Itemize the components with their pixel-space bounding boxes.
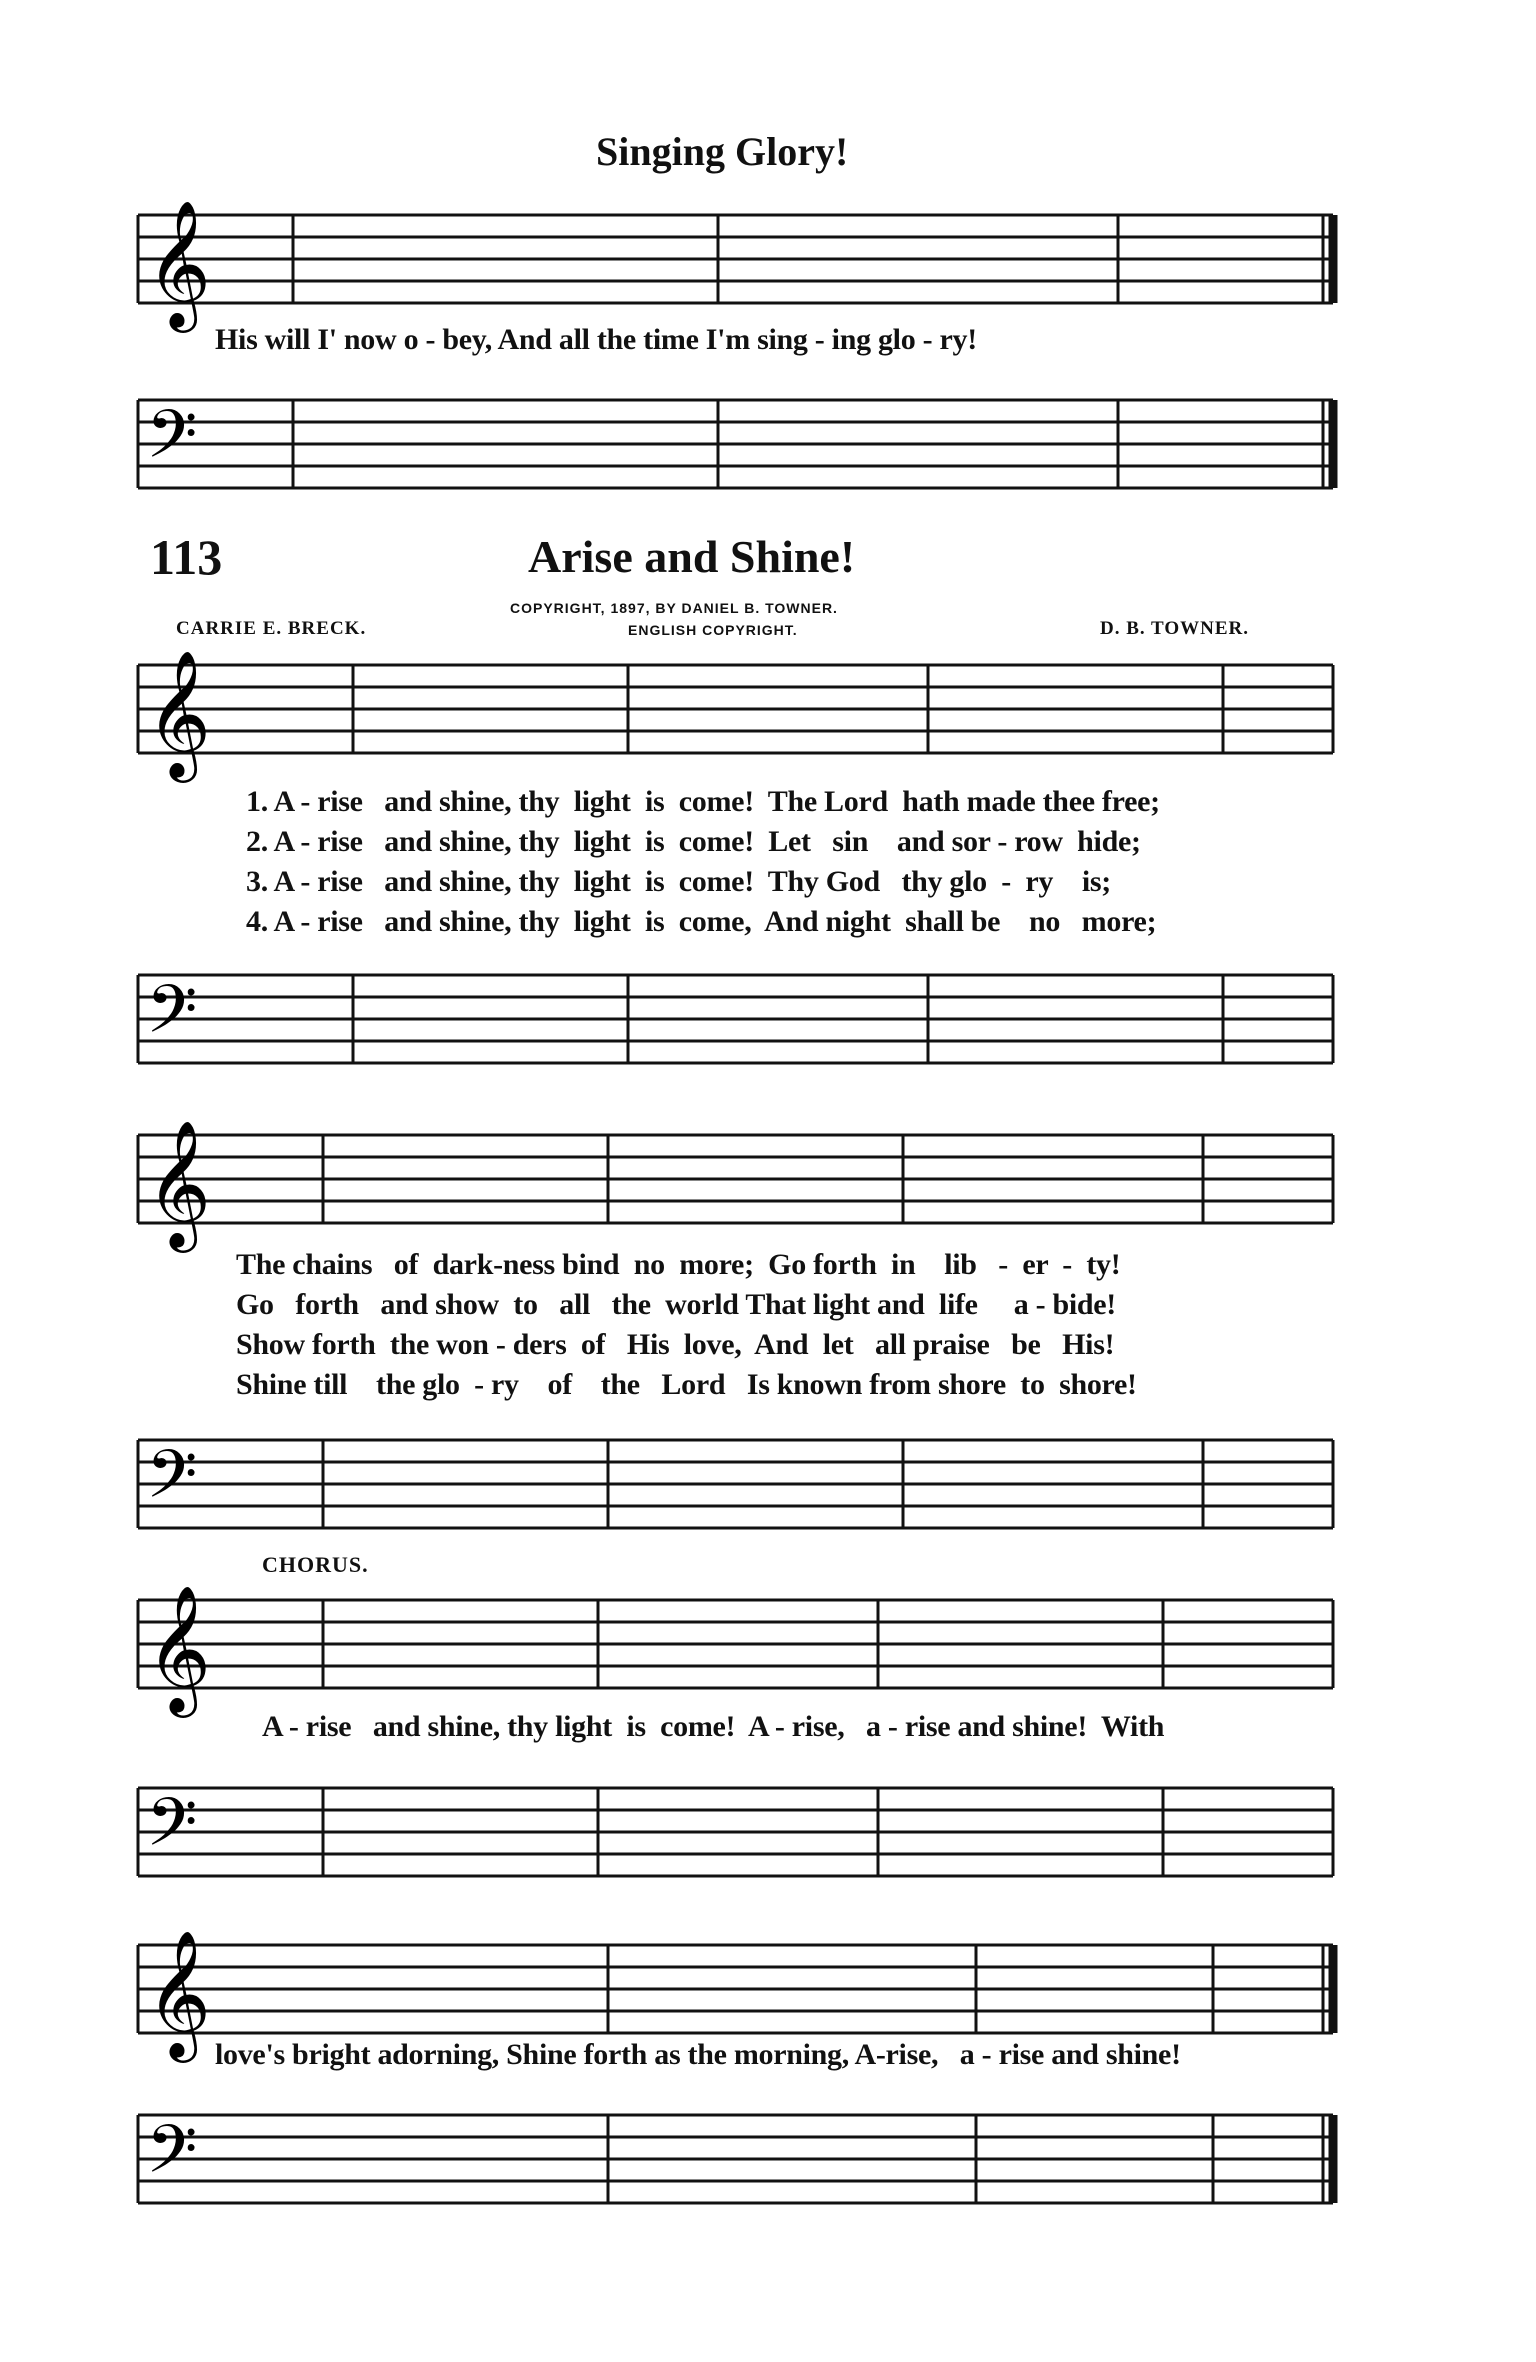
english-copyright: ENGLISH COPYRIGHT.: [628, 622, 798, 638]
treble-staff-3: [138, 1119, 1338, 1247]
hymn-number: 113: [150, 529, 223, 585]
verse-3-line-a: 3. A - rise and shine, thy light is come! Thy God thy glo - ry is;: [246, 865, 1111, 898]
verse-4-line-b: Shine till the glo - ry of the Lord Is known from shore to shore!: [236, 1368, 1137, 1401]
treble-staff-1: [138, 199, 1338, 327]
chorus-line-1: A - rise and shine, thy light is come! A - rise, a - rise and shine! With: [262, 1710, 1165, 1743]
verse-1-line-b: The chains of dark-ness bind no more; Go forth in lib - er - ty!: [236, 1248, 1121, 1281]
verse-2-line-a: 2. A - rise and shine, thy light is come! Let sin and sor - row hide;: [246, 825, 1141, 858]
verse-2-line-b: Go forth and show to all the world That light and life a - bide!: [236, 1288, 1116, 1321]
verse-1-line-a: 1. A - rise and shine, thy light is come! The Lord hath made thee free;: [246, 785, 1160, 818]
song-title-singing-glory: Singing Glory!: [596, 129, 849, 174]
composer-credit: D. B. TOWNER.: [1100, 618, 1250, 639]
chorus-line-2: love's bright adorning, Shine forth as the morning, A-rise, a - rise and shine!: [215, 2038, 1181, 2071]
verse-3-line-b: Show forth the won - ders of His love, And let all praise be His!: [236, 1328, 1115, 1361]
treble-staff-2: [138, 649, 1338, 777]
svg-text:𝄢: 𝄢: [146, 1784, 198, 1877]
treble-staff-4: [138, 1584, 1338, 1712]
svg-text:𝄞: 𝄞: [146, 649, 212, 777]
verse-4-line-a: 4. A - rise and shine, thy light is come, And night shall be no more;: [246, 905, 1157, 938]
treble-staff-5: [138, 1929, 1338, 2057]
singing-glory-lyric: His will I' now o - bey, And all the time I'm sing - ing glo - ry!: [215, 323, 977, 356]
bass-staff-2: [138, 965, 1338, 1085]
hymn-title: Arise and Shine!: [528, 531, 856, 582]
author-credit: CARRIE E. BRECK.: [176, 618, 367, 639]
svg-text:𝄢: 𝄢: [146, 971, 198, 1064]
svg-text:𝄞: 𝄞: [146, 1929, 212, 2057]
svg-text:𝄢: 𝄢: [146, 2111, 198, 2204]
bass-staff-4: [138, 1778, 1338, 1898]
svg-text:𝄞: 𝄞: [146, 1584, 212, 1712]
chorus-label: CHORUS.: [262, 1552, 369, 1577]
bass-staff-3: [138, 1430, 1338, 1550]
copyright-line: COPYRIGHT, 1897, BY DANIEL B. TOWNER.: [510, 600, 838, 616]
bass-staff-5: [138, 2105, 1338, 2225]
svg-text:𝄞: 𝄞: [146, 1119, 212, 1247]
bass-staff-1: [138, 390, 1338, 510]
svg-text:𝄞: 𝄞: [146, 199, 212, 327]
svg-text:𝄢: 𝄢: [146, 1436, 198, 1529]
svg-text:𝄢: 𝄢: [146, 396, 198, 489]
